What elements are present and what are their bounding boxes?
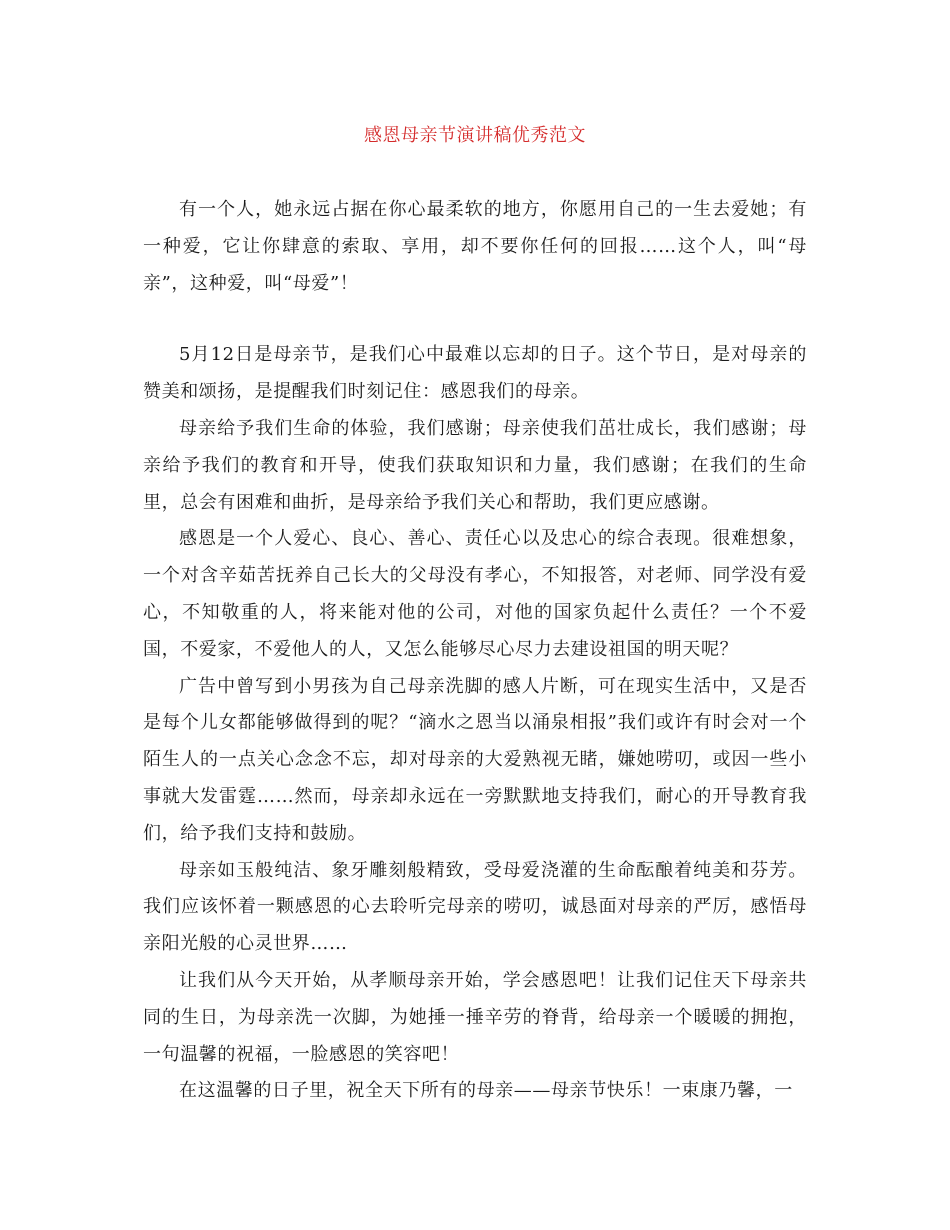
- document-body: [143, 192, 807, 1110]
- paragraph-mothers-day: 5月12日是母亲节，是我们心中最难以忘却的日子。这个节日，是对母亲的赞美和颂扬，是提醒我们时刻记住：感恩我们的母亲。: [143, 344, 807, 403]
- paragraph-start-today: 让我们从今天开始，从孝顺母亲开始，学会感恩吧！让我们记住天下母亲共同的生日，为母亲洗一次脚，为她捶一捶辛劳的脊背，给母亲一个暖暖的拥抱，一句温馨的祝福，一脸感恩的笑容吧！: [143, 969, 807, 1065]
- paragraph-intro: 有一个人，她永远占据在你心最柔软的地方，你愿用自己的一生去爱她；有一种爱，它让你肆意的索取、享用，却不要你任何的回报……这个人，叫“母亲”，这种爱，叫“母爱”！: [143, 199, 807, 294]
- paragraph-thanks: 母亲给予我们生命的体验，我们感谢；母亲使我们茁壮成长，我们感谢；母亲给予我们的教育和开导，使我们获取知识和力量，我们感谢；在我们的生命里，总会有困难和曲折，是母亲给予我们关心和帮助，我们更应感谢。: [143, 417, 807, 513]
- paragraph-blessing: 在这温馨的日子里，祝全天下所有的母亲——母亲节快乐！一束康乃馨，一: [179, 1080, 793, 1102]
- paragraph-mother-jade: 母亲如玉般纯洁、象牙雕刻般精致，受母爱浇灌的生命酝酿着纯美和芬芳。我们应该怀着一颗感恩的心去聆听完母亲的唠叨，诚恳面对母亲的严厉，感悟母亲阳光般的心灵世界……: [143, 859, 807, 955]
- document-title: 感恩母亲节演讲稿优秀范文: [364, 125, 586, 146]
- paragraph-advertisement: 广告中曾写到小男孩为自己母亲洗脚的感人片断，可在现实生活中，又是否是每个儿女都能够做得到的呢？“滴水之恩当以涌泉相报”我们或许有时会对一个陌生人的一点关心念念不忘，却对母亲的大爱熟视无睹，嫌她唠叨，或因一些小事就大发雷霆……然而，母亲却永远在一旁默默地支持我们，耐心的开导教育我们，给予我们支持和鼓励。: [143, 675, 807, 844]
- paragraph-gratitude: 感恩是一个人爱心、良心、善心、责任心以及忠心的综合表现。很难想象，一个对含辛茹苦抚养自己长大的父母没有孝心，不知报答，对老师、同学没有爱心，不知敬重的人，将来能对他的公司，对他的国家负起什么责任？一个不爱国，不爱家，不爱他人的人，又怎么能够尽心尽力去建设祖国的明天呢？: [143, 528, 807, 660]
